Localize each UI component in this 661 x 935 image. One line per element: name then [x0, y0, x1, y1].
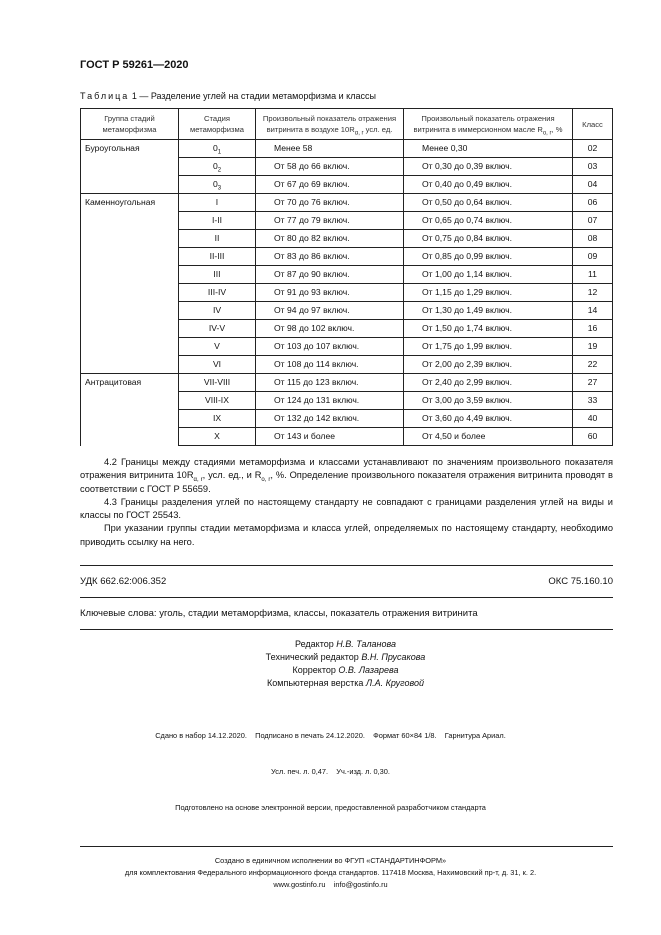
oil-index-cell: От 4,50 и более — [404, 428, 573, 446]
stage-label: VIII-IX — [205, 395, 229, 405]
class-cell: 09 — [573, 248, 613, 266]
air-index-cell: От 103 до 107 включ. — [256, 338, 404, 356]
table-row — [81, 410, 613, 428]
class-cell: 19 — [573, 338, 613, 356]
table-row — [81, 356, 613, 374]
stage-label: II — [214, 233, 220, 243]
class-cell: 40 — [573, 410, 613, 428]
table-row — [81, 176, 613, 194]
class-cell: 12 — [573, 284, 613, 302]
group-cell — [81, 176, 179, 194]
stage-label: II-III — [209, 251, 225, 261]
table-row — [81, 212, 613, 230]
p42-text-b: , усл. ед., и R — [202, 470, 262, 481]
imprint-line: Подготовлено на основе электронной версии, предоставленной разработчиком стандарта — [175, 803, 486, 813]
imprint-line: Усл. печ. л. 0,47. Уч.-изд. л. 0,30. — [271, 767, 390, 777]
air-index-cell: От 67 до 69 включ. — [256, 176, 404, 194]
header-air-sub: α, r — [354, 130, 364, 137]
group-cell — [81, 410, 179, 428]
paragraph-4-2 — [80, 456, 613, 496]
editor-role: Технический редактор — [265, 652, 359, 663]
stage-label: IV — [212, 305, 222, 315]
stage-label: I — [215, 197, 219, 207]
group-cell — [81, 392, 179, 410]
stage-subscript: 2 — [217, 167, 222, 174]
header-air-text: Произвольный показатель отражения витринита в воздухе 10R — [262, 114, 397, 134]
table-caption — [80, 90, 613, 102]
table-row — [81, 374, 613, 392]
air-index-cell: От 83 до 86 включ. — [256, 248, 404, 266]
table-row — [81, 320, 613, 338]
editor-line — [30, 664, 661, 677]
stage-label: VI — [212, 359, 222, 369]
document-id: ГОСТ Р 59261—2020 — [80, 59, 189, 71]
stage-label: X — [214, 431, 220, 441]
stage-label: IV-V — [208, 323, 226, 333]
header-stage: Стадия метаморфизма — [179, 109, 256, 140]
caption-label: Таблица — [80, 91, 130, 101]
table-row — [81, 428, 613, 446]
editors-block — [0, 638, 661, 690]
air-index-cell: От 98 до 102 включ. — [256, 320, 404, 338]
divider — [80, 629, 613, 630]
header-group: Группа стадий метаморфизма — [81, 109, 179, 140]
oil-index-cell: От 3,60 до 4,49 включ. — [404, 410, 573, 428]
editor-name: Н.В. Таланова — [336, 639, 397, 650]
class-cell: 22 — [573, 356, 613, 374]
oil-index-cell: От 0,30 до 0,39 включ. — [404, 158, 573, 176]
header-class: Класс — [573, 109, 613, 140]
group-cell — [81, 284, 179, 302]
stage-cell — [179, 338, 256, 356]
stage-cell — [179, 158, 256, 176]
stage-cell — [179, 392, 256, 410]
group-cell — [81, 428, 179, 446]
table-header-row — [81, 109, 613, 140]
group-cell — [81, 320, 179, 338]
oil-index-cell: Менее 0,30 — [404, 140, 573, 158]
stage-label: 0 — [212, 179, 218, 189]
stage-cell — [179, 320, 256, 338]
udk-code: УДК 662.62:006.352 — [80, 576, 167, 588]
class-cell: 04 — [573, 176, 613, 194]
editor-name: Л.А. Круговой — [365, 678, 424, 689]
stage-cell — [179, 230, 256, 248]
air-index-cell: От 70 до 76 включ. — [256, 194, 404, 212]
stage-cell — [179, 356, 256, 374]
oil-index-cell: От 0,85 до 0,99 включ. — [404, 248, 573, 266]
editor-line — [30, 651, 661, 664]
group-cell — [81, 266, 179, 284]
class-cell: 03 — [573, 158, 613, 176]
oil-index-cell: От 0,65 до 0,74 включ. — [404, 212, 573, 230]
air-index-cell: От 91 до 93 включ. — [256, 284, 404, 302]
table-row — [81, 266, 613, 284]
website-link[interactable]: www.gostinfo.ru — [273, 880, 326, 890]
air-index-cell: От 80 до 82 включ. — [256, 230, 404, 248]
group-cell: Антрацитовая — [81, 374, 179, 392]
stage-label: I-II — [211, 215, 223, 225]
stage-cell — [179, 194, 256, 212]
header-oil-sub: o, r — [542, 130, 552, 137]
class-cell: 14 — [573, 302, 613, 320]
imprint-line: Сдано в набор 14.12.2020. Подписано в печать 24.12.2020. Формат 60×84 1/8. Гарнитура Ариал. — [155, 731, 506, 741]
editor-name: В.Н. Прусакова — [361, 652, 426, 663]
class-cell: 06 — [573, 194, 613, 212]
editor-line — [30, 638, 661, 651]
air-index-cell: От 87 до 90 включ. — [256, 266, 404, 284]
stage-label: 0 — [212, 143, 218, 153]
table-row — [81, 194, 613, 212]
publisher-line: Создано в единичном исполнении во ФГУП «СТАНДАРТИНФОРМ» — [214, 856, 447, 866]
stage-label: V — [214, 341, 220, 351]
caption-text: 1 — Разделение углей на стадии метаморфизма и классы — [131, 91, 376, 101]
editor-line — [30, 677, 661, 690]
group-cell — [81, 212, 179, 230]
group-cell — [81, 158, 179, 176]
air-index-cell: От 77 до 79 включ. — [256, 212, 404, 230]
stage-cell — [179, 302, 256, 320]
stage-cell — [179, 140, 256, 158]
air-index-cell: От 124 до 131 включ. — [256, 392, 404, 410]
divider — [80, 846, 613, 847]
class-cell: 16 — [573, 320, 613, 338]
table-row — [81, 140, 613, 158]
contacts-line — [0, 879, 661, 891]
oil-index-cell: От 1,50 до 1,74 включ. — [404, 320, 573, 338]
stage-cell — [179, 176, 256, 194]
p42-sub1: α, r — [193, 477, 203, 484]
stage-cell — [179, 248, 256, 266]
stage-label: 0 — [212, 161, 218, 171]
stage-label: VII-VIII — [203, 377, 231, 387]
table-row — [81, 302, 613, 320]
oil-index-cell: От 0,50 до 0,64 включ. — [404, 194, 573, 212]
group-cell — [81, 356, 179, 374]
oil-index-cell: От 1,30 до 1,49 включ. — [404, 302, 573, 320]
oil-index-cell: От 1,15 до 1,29 включ. — [404, 284, 573, 302]
header-air — [256, 109, 404, 140]
table-row — [81, 338, 613, 356]
stage-cell — [179, 428, 256, 446]
header-air-unit: усл. ед. — [363, 125, 393, 134]
editor-role: Корректор — [292, 665, 336, 676]
p42-text-c: , %. Определение произвольного показателя отражения витринита проводят в соответствии с ГОСТ Р 55659. — [80, 470, 613, 494]
air-index-cell: От 143 и более — [256, 428, 404, 446]
group-cell: Каменноугольная — [81, 194, 179, 212]
stage-cell — [179, 212, 256, 230]
oil-index-cell: От 2,00 до 2,39 включ. — [404, 356, 573, 374]
oil-index-cell: От 2,40 до 2,99 включ. — [404, 374, 573, 392]
class-cell: 07 — [573, 212, 613, 230]
coal-classes-table — [80, 108, 613, 446]
table-row — [81, 230, 613, 248]
group-cell — [81, 248, 179, 266]
oil-index-cell: От 1,75 до 1,99 включ. — [404, 338, 573, 356]
oks-code: ОКС 75.160.10 — [548, 576, 613, 588]
oil-index-cell: От 0,40 до 0,49 включ. — [404, 176, 573, 194]
class-cell: 27 — [573, 374, 613, 392]
air-index-cell: От 132 до 142 включ. — [256, 410, 404, 428]
oil-index-cell: От 1,00 до 1,14 включ. — [404, 266, 573, 284]
group-cell — [81, 230, 179, 248]
editor-name: О.В. Лазарева — [338, 665, 399, 676]
group-cell: Буроугольная — [81, 140, 179, 158]
stage-label: III-IV — [207, 287, 227, 297]
stage-cell — [179, 284, 256, 302]
table-row — [81, 284, 613, 302]
paragraph-4-3: 4.3 Границы разделения углей по настоящему стандарту не совпадают с границами разделения углей на виды и классы по ГОСТ 25543. — [80, 496, 613, 521]
class-cell: 02 — [573, 140, 613, 158]
email-link[interactable]: info@gostinfo.ru — [333, 880, 388, 890]
header-oil-text: Произвольный показатель отражения витринита в иммерсионном масле R — [413, 114, 555, 134]
air-index-cell: От 94 до 97 включ. — [256, 302, 404, 320]
classification-row — [80, 566, 613, 597]
keywords: Ключевые слова: уголь, стадии метаморфизма, классы, показатель отражения витринита — [80, 608, 478, 620]
stage-subscript: 3 — [217, 185, 222, 192]
stage-cell — [179, 410, 256, 428]
header-oil — [404, 109, 573, 140]
stage-label: III — [213, 269, 221, 279]
p42-sub2: o, r — [261, 477, 271, 484]
editor-role: Редактор — [294, 639, 334, 650]
group-cell — [81, 302, 179, 320]
stage-cell — [179, 266, 256, 284]
p42-text-a: 4.2 Границы между стадиями метаморфизма и классами устанавливают по значениям произвольного показателя отражения витринита 10R — [80, 457, 613, 481]
stage-subscript: 1 — [217, 149, 222, 156]
header-oil-unit: , % — [551, 125, 563, 134]
oil-index-cell: От 3,00 до 3,59 включ. — [404, 392, 573, 410]
air-index-cell: От 115 до 123 включ. — [256, 374, 404, 392]
stage-label: IX — [212, 413, 222, 423]
class-cell: 11 — [573, 266, 613, 284]
paragraph-reference: При указании группы стадии метаморфизма и класса углей, определяемых по настоящему стандарту, необходимо приводить ссылку на него. — [80, 523, 613, 547]
body-text — [80, 456, 613, 549]
air-index-cell: От 108 до 114 включ. — [256, 356, 404, 374]
table-row — [81, 248, 613, 266]
air-index-cell: От 58 до 66 включ. — [256, 158, 404, 176]
group-cell — [81, 338, 179, 356]
stage-cell — [179, 374, 256, 392]
imprint-block — [0, 706, 661, 838]
publisher-line: для комплектования Федерального информационного фонда стандартов. 117418 Москва, Нахимовский пр-т, д. 31, к. 2. — [124, 868, 537, 878]
editor-role: Компьютерная верстка — [267, 678, 364, 689]
class-cell: 33 — [573, 392, 613, 410]
class-cell: 60 — [573, 428, 613, 446]
publisher-block — [0, 855, 661, 891]
class-cell: 08 — [573, 230, 613, 248]
air-index-cell: Менее 58 — [256, 140, 404, 158]
table-row — [81, 158, 613, 176]
oil-index-cell: От 0,75 до 0,84 включ. — [404, 230, 573, 248]
table-row — [81, 392, 613, 410]
